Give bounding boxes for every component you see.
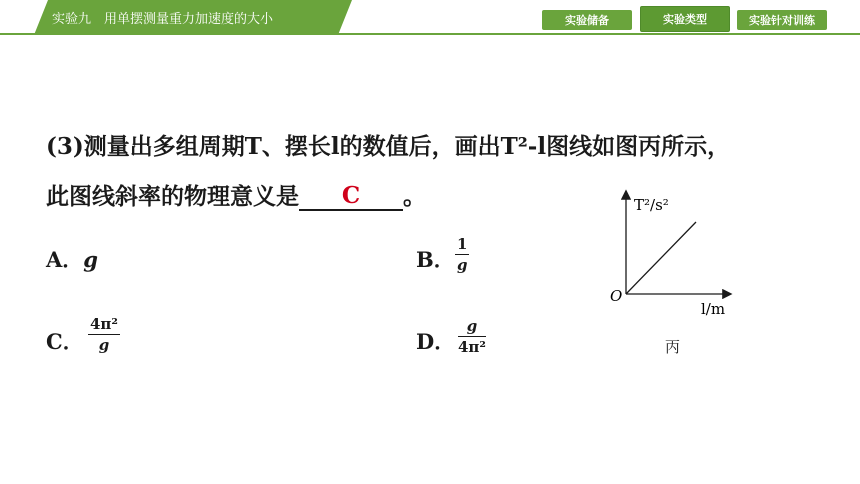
option-c-numerator: 4π²	[90, 315, 118, 333]
x-axis-label: l/m	[701, 300, 726, 318]
question-line-2	[46, 178, 426, 211]
option-d-numerator: g	[458, 316, 486, 337]
nav-button-preparation[interactable]: 实验储备	[542, 10, 632, 30]
question-text: (3)测量出多组周期T、摆长l的数值后，画出T²-l图线如图丙所示，	[46, 133, 731, 160]
option-d-label: D．	[416, 329, 456, 354]
answer-blank[interactable]	[299, 183, 403, 211]
nav-button-training[interactable]: 实验针对训练	[737, 10, 827, 30]
answer-text: C	[341, 182, 361, 209]
y-axis-label: T²/s²	[634, 196, 669, 214]
page-title: 实验九 用单摆测量重力加速度的大小	[52, 12, 274, 27]
option-a[interactable]	[46, 244, 98, 274]
option-c[interactable]	[46, 326, 84, 356]
question-line-1	[46, 128, 730, 161]
option-c-fraction	[88, 314, 120, 355]
graph-caption: 丙	[665, 338, 681, 356]
question-suffix: 。	[403, 183, 426, 210]
origin-label: O	[610, 287, 623, 305]
t2-l-graph	[598, 188, 758, 328]
option-c-denominator: g	[98, 336, 110, 354]
nav-button-types[interactable]: 实验类型	[640, 6, 730, 32]
option-a-value: g	[83, 247, 98, 272]
option-b[interactable]	[416, 244, 455, 274]
graph-line	[626, 222, 696, 294]
option-d[interactable]	[416, 326, 455, 356]
option-b-denominator: g	[456, 256, 468, 274]
option-b-fraction	[455, 234, 469, 275]
option-d-denominator: 4π²	[458, 338, 486, 356]
option-c-label: C．	[46, 329, 84, 354]
option-a-label: A．	[46, 247, 84, 272]
option-d-fraction	[458, 316, 486, 357]
question-prefix: 此图线斜率的物理意义是	[46, 183, 299, 210]
option-b-numerator: 1	[457, 235, 468, 253]
option-b-label: B．	[416, 247, 455, 272]
